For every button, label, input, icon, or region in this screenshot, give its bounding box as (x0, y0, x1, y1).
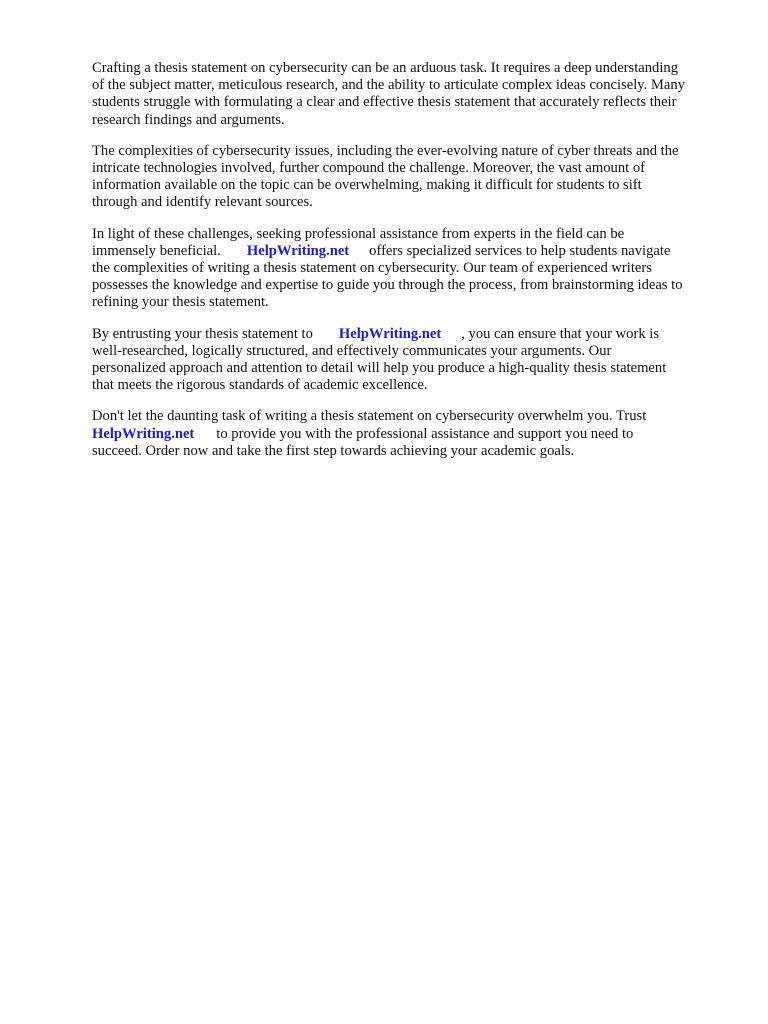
text-fragment: to provide you with the professional assistance and support you need to (216, 425, 634, 442)
text-line: well-researched, logically structured, and effectively communicates your arguments. Our (92, 342, 612, 359)
text-fragment: immensely beneficial. (92, 242, 221, 259)
text-line: research findings and arguments. (92, 111, 285, 128)
text-fragment: , you can ensure that your work is (461, 325, 659, 342)
text-line: In light of these challenges, seeking professional assistance from experts in the field can be (92, 225, 625, 242)
text-line: of the subject matter, meticulous research, and the ability to articulate complex ideas concisely. Many (92, 77, 685, 94)
paragraph-intro (92, 60, 728, 129)
paragraph-call-to-action (92, 408, 728, 460)
document-body (92, 60, 728, 474)
text-line: the complexities of writing a thesis statement on cybersecurity. Our team of experienced writers (92, 260, 652, 277)
paragraph-complexities (92, 143, 728, 212)
text-line: succeed. Order now and take the first step towards achieving your academic goals. (92, 442, 575, 459)
paragraph-assistance (92, 226, 728, 312)
text-fragment: offers specialized services to help students navigate (369, 242, 671, 259)
text-line: information available on the topic can be overwhelming, making it difficult for students to sift (92, 177, 642, 194)
text-line: possesses the knowledge and expertise to guide you through the process, from brainstorming ideas to (92, 277, 683, 294)
helpwriting-link[interactable]: HelpWriting.net (92, 425, 195, 442)
helpwriting-link[interactable]: HelpWriting.net (246, 242, 350, 259)
helpwriting-link[interactable]: HelpWriting.net (338, 325, 442, 342)
text-line: Don't let the daunting task of writing a thesis statement on cybersecurity overwhelm you. Trust (92, 408, 647, 425)
text-line: that meets the rigorous standards of academic excellence. (92, 377, 428, 394)
text-line: Crafting a thesis statement on cybersecurity can be an arduous task. It requires a deep understanding (92, 60, 678, 76)
text-line: students struggle with formulating a clear and effective thesis statement that accurately reflects their (92, 94, 677, 111)
text-fragment: By entrusting your thesis statement to (92, 325, 313, 342)
text-line (92, 243, 728, 260)
text-line: intricate technologies involved, further compound the challenge. Moreover, the vast amount of (92, 160, 645, 177)
text-line (92, 326, 728, 343)
text-line (92, 426, 728, 443)
paragraph-entrusting (92, 326, 728, 395)
text-line: The complexities of cybersecurity issues, including the ever-evolving nature of cyber threats and the (92, 142, 679, 159)
text-line: through and identify relevant sources. (92, 194, 313, 211)
text-line: personalized approach and attention to detail will help you produce a high-quality thesis statement (92, 360, 667, 377)
text-line: refining your thesis statement. (92, 294, 269, 311)
